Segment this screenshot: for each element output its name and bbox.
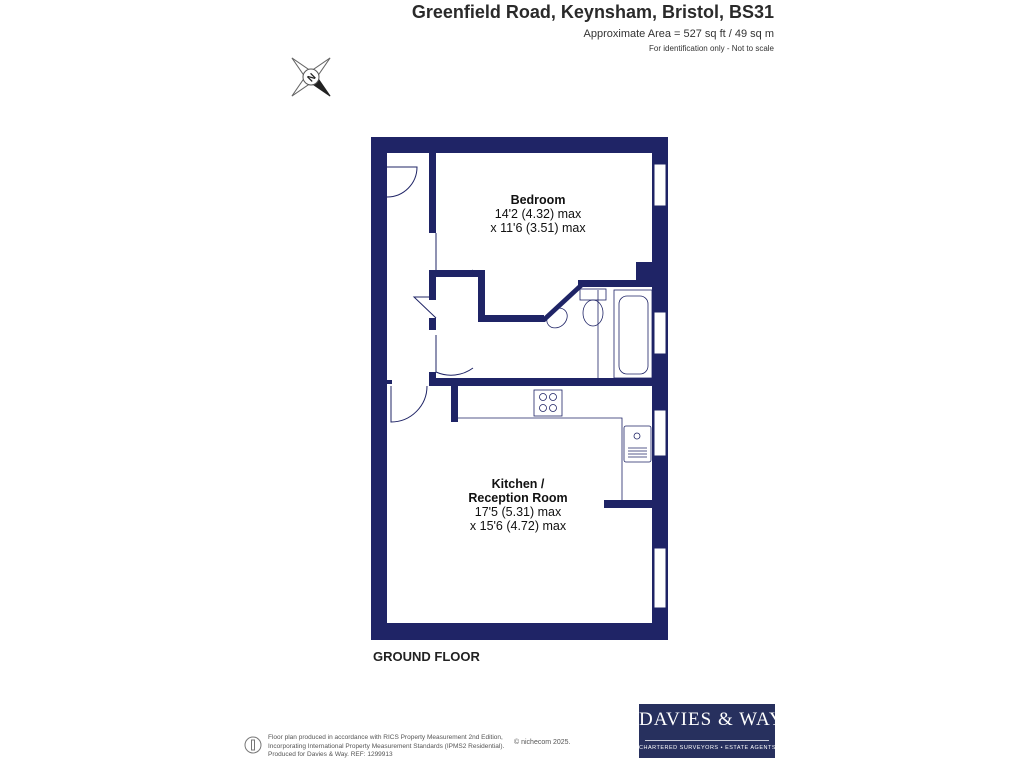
footer-line: Floor plan produced in accordance with RICS Property Measurement 2nd Edition, [268, 734, 503, 741]
footer-line: Produced for Davies & Way. REF: 1299913 [268, 751, 393, 759]
bathtub-icon [614, 290, 652, 378]
property-address: Greenfield Road, Keynsham, Bristol, BS31 [411, 2, 774, 22]
room-name: Kitchen / [491, 477, 545, 491]
floor-label: GROUND FLOOR [373, 649, 480, 664]
hob-icon [534, 390, 562, 416]
rics-icon [244, 735, 262, 755]
footer-copyright: © nichecom 2025. [514, 739, 571, 746]
room-dimension: x 15'6 (4.72) max [469, 519, 567, 533]
bedroom-label [466, 193, 610, 235]
bathroom-fittings [543, 289, 652, 378]
logo-subtitle: CHARTERED SURVEYORS • ESTATE AGENTS [639, 745, 776, 751]
room-dimension: 17'5 (5.31) max [474, 505, 562, 519]
kitchen-label [446, 477, 590, 533]
room-name: Bedroom [510, 193, 566, 207]
logo-divider [645, 740, 769, 741]
agency-logo [639, 704, 784, 758]
basin-icon [543, 304, 571, 332]
approximate-area: Approximate Area = 527 sq ft / 49 sq m [583, 28, 774, 40]
compass-rose-icon [273, 39, 349, 115]
toilet-icon [580, 289, 606, 300]
room-dimension: 14'2 (4.32) max [494, 207, 582, 221]
footer-notes [268, 734, 504, 760]
logo-main-text: DAVIES & WAY [639, 709, 784, 730]
footer-line: Incorporating International Property Measurement Standards (IPMS2 Residential). [268, 742, 505, 750]
room-name: Reception Room [468, 491, 568, 505]
scale-disclaimer: For identification only - Not to scale [649, 44, 774, 53]
compass-north-label: N [305, 71, 319, 85]
room-dimension: x 11'6 (3.51) max [490, 221, 586, 235]
